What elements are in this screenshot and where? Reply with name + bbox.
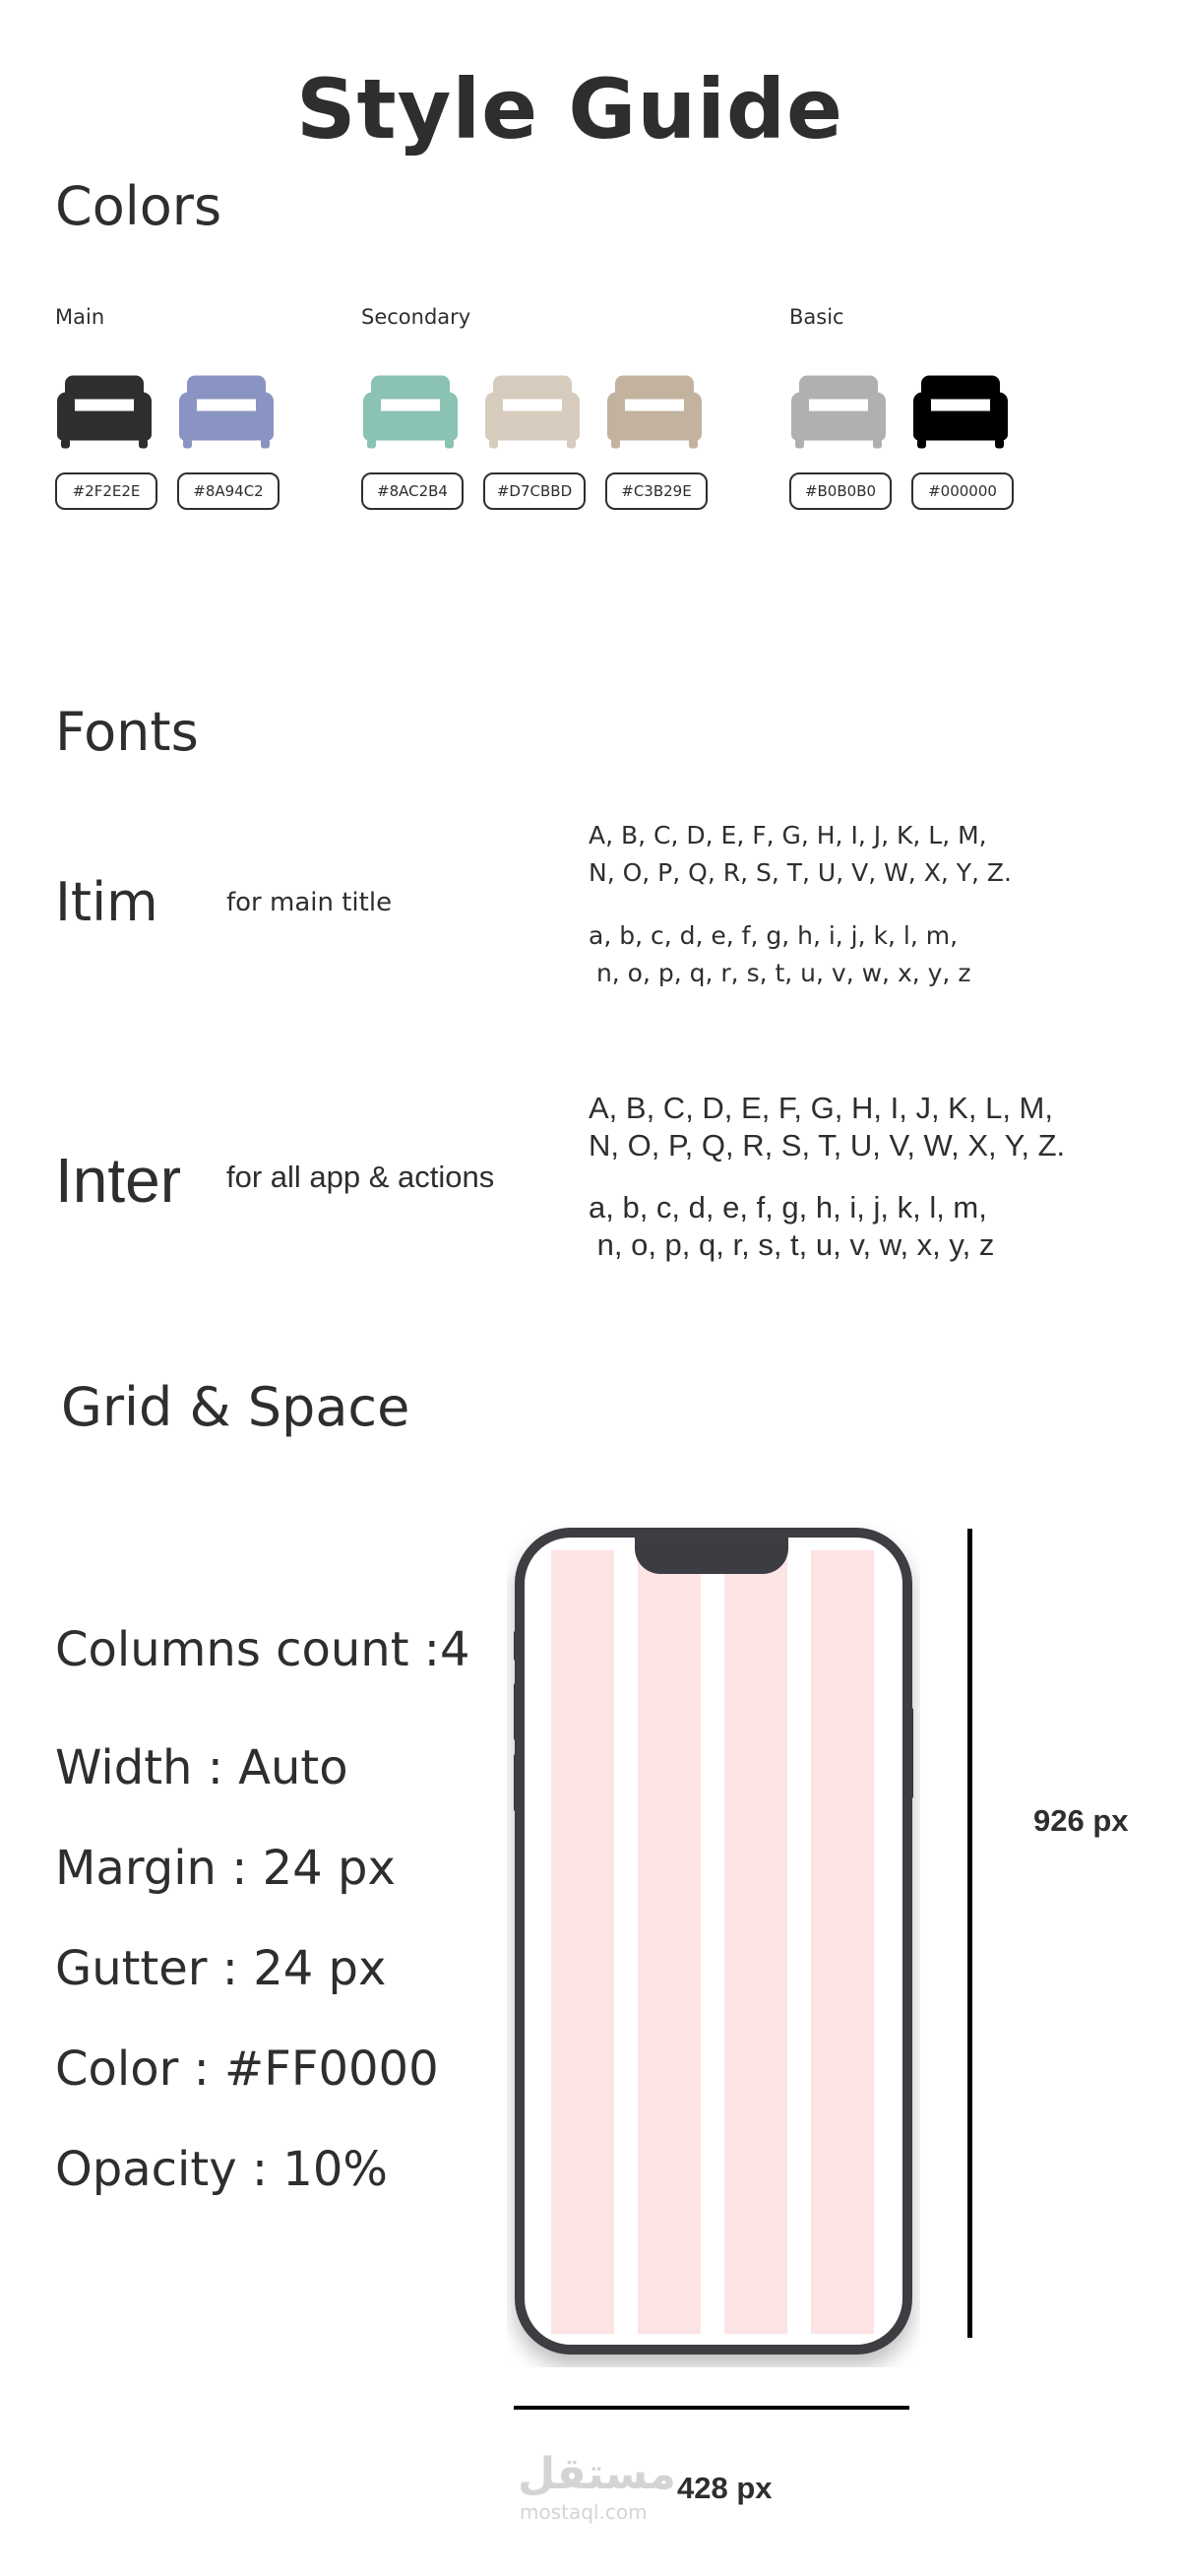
grid-heading: Grid & Space [61,1376,410,1438]
width-label: 428 px [677,2471,773,2505]
hex-tag: #8A94C2 [177,472,280,510]
armchair-icon [55,369,154,453]
hex-tag: #2F2E2E [55,472,157,510]
hex-tag: #D7CBBD [483,472,586,510]
armchair-icon [605,369,704,453]
armchair-icon [911,369,1010,453]
spec-color: Color : #FF0000 [55,2042,439,2097]
phone-mockup [507,1521,920,2367]
grid-column [724,1550,787,2334]
hex-tag: #B0B0B0 [789,472,892,510]
phone-notch [635,1537,788,1574]
spec-margin: Margin : 24 px [55,1841,396,1896]
itim-lowercase-sample: a, b, c, d, e, f, g, h, i, j, k, l, m, n, o, p, q, r, s, t, u, v, w, x, y, z [589,921,971,987]
spec-gutter: Gutter : 24 px [55,1941,387,1996]
color-group-label-secondary: Secondary [361,305,471,329]
armchair-icon [361,369,460,453]
armchair-icon [483,369,582,453]
height-dimension-line [967,1529,972,2338]
hex-tag: #8AC2B4 [361,472,464,510]
color-group-label-main: Main [55,305,105,329]
fonts-heading: Fonts [55,701,199,763]
spec-opacity: Opacity : 10% [55,2142,388,2197]
armchair-icon [789,369,888,453]
grid-column [811,1550,874,2334]
color-group-label-basic: Basic [789,305,844,329]
itim-uppercase-sample: A, B, C, D, E, F, G, H, I, J, K, L, M, N, O, P, Q, R, S, T, U, V, W, X, Y, Z. [589,821,1012,887]
width-dimension-line [514,2406,909,2410]
font-usage-inter: for all app & actions [226,1160,495,1194]
height-label: 926 px [1033,1803,1129,1838]
grid-column [638,1550,701,2334]
font-usage-itim: for main title [226,888,393,917]
hex-tag: #C3B29E [605,472,708,510]
hex-tag: #000000 [911,472,1014,510]
font-name-itim: Itim [55,871,158,933]
spec-columns: Columns count :4 [55,1622,470,1677]
grid-column [551,1550,614,2334]
page-title: Style Guide [295,61,844,157]
spec-width: Width : Auto [55,1740,348,1795]
colors-heading: Colors [55,175,222,237]
watermark-latin: mostaql.com [520,2500,648,2524]
watermark-arabic: مستقل [518,2449,676,2499]
armchair-icon [177,369,276,453]
inter-lowercase-sample: a, b, c, d, e, f, g, h, i, j, k, l, m, n, o, p, q, r, s, t, u, v, w, x, y, z [589,1190,995,1262]
font-name-inter: Inter [55,1145,182,1216]
inter-uppercase-sample: A, B, C, D, E, F, G, H, I, J, K, L, M, N, O, P, Q, R, S, T, U, V, W, X, Y, Z. [589,1091,1066,1162]
